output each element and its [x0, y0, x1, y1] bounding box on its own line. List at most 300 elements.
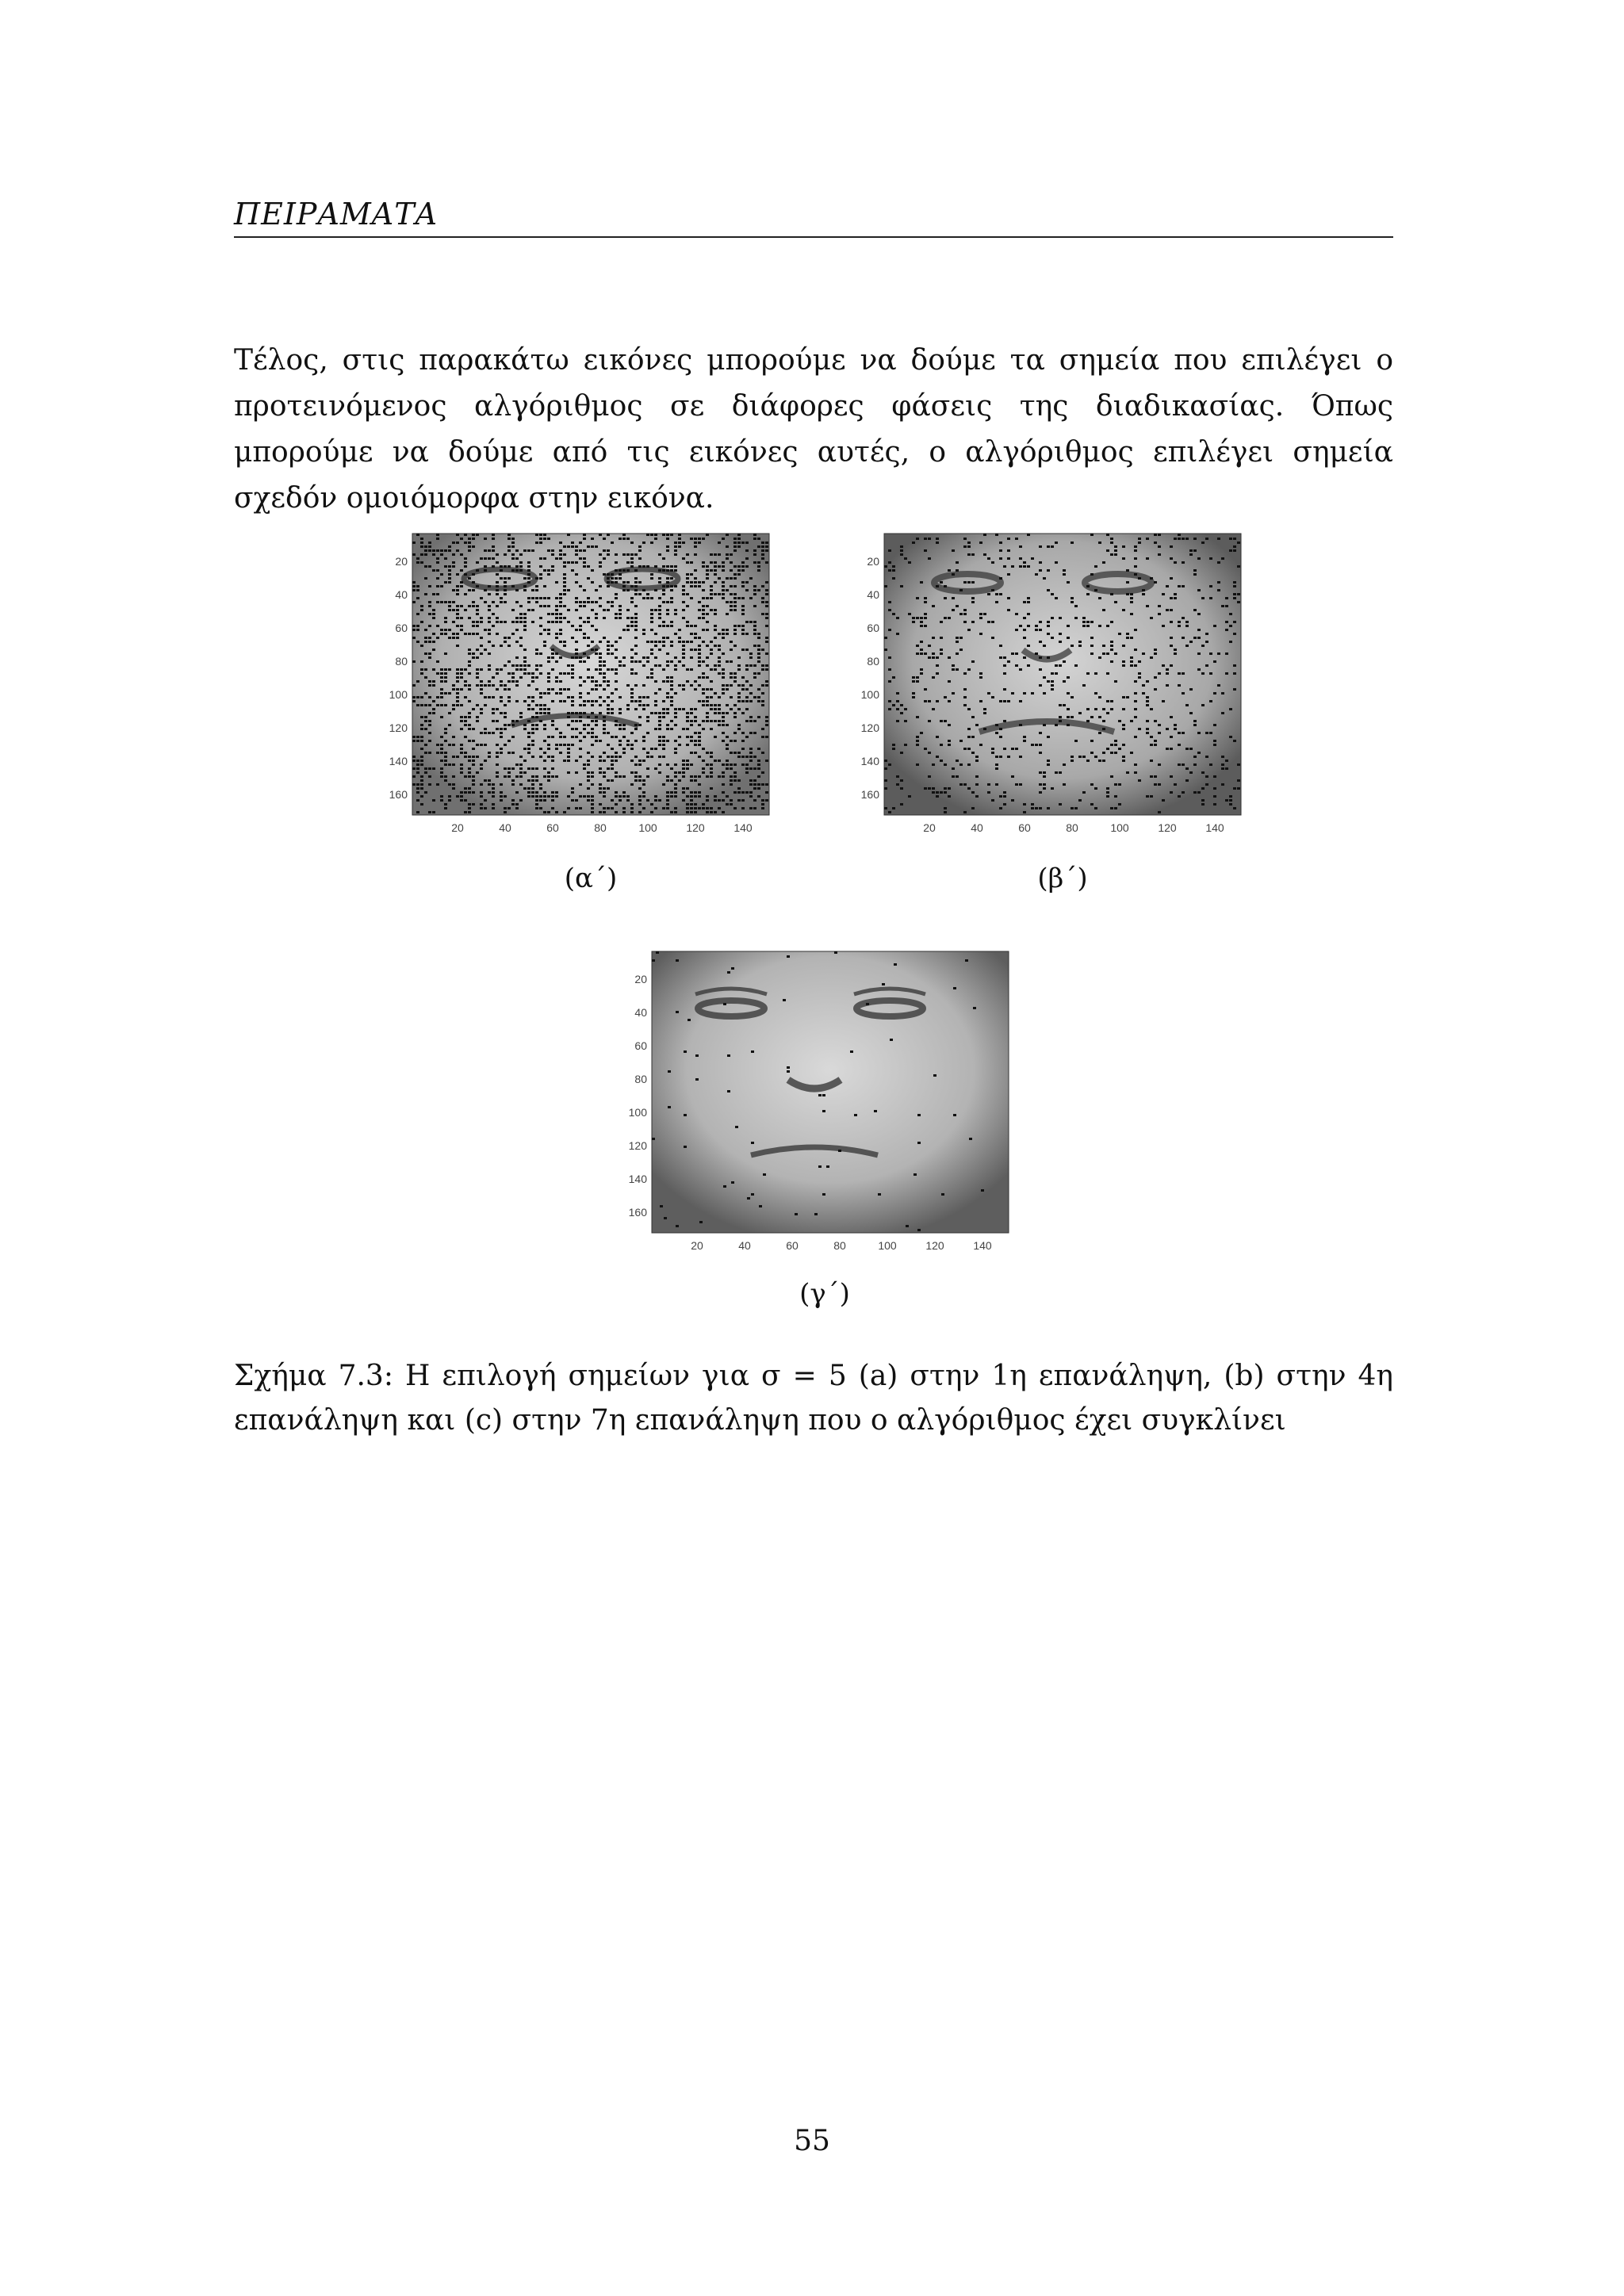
selected-point — [611, 799, 614, 802]
selected-point — [1098, 597, 1101, 599]
selected-point — [678, 660, 681, 663]
selected-point — [444, 549, 447, 552]
selected-point — [924, 538, 927, 540]
selected-point — [737, 791, 741, 794]
selected-point — [733, 577, 737, 580]
selected-point — [492, 795, 495, 798]
selected-point — [1221, 756, 1224, 758]
selected-point — [535, 779, 538, 782]
selected-point — [1122, 724, 1125, 726]
selected-point — [1150, 775, 1153, 778]
selected-point — [1213, 660, 1216, 663]
selected-point — [412, 553, 416, 556]
selected-point — [416, 791, 419, 794]
selected-point — [575, 601, 578, 603]
selected-point — [523, 613, 527, 615]
selected-point — [551, 668, 554, 671]
selected-point — [722, 565, 725, 568]
selected-point — [718, 553, 721, 556]
selected-point — [500, 668, 503, 671]
selected-point — [619, 712, 622, 714]
selected-point — [595, 613, 598, 615]
selected-point — [1189, 748, 1193, 750]
selected-point — [971, 752, 975, 754]
selected-point — [630, 672, 634, 675]
selected-point — [884, 649, 887, 651]
selected-point — [607, 645, 610, 647]
selected-point — [733, 716, 737, 718]
selected-point — [674, 795, 677, 798]
selected-point — [1090, 637, 1094, 639]
selected-point — [928, 656, 931, 659]
selected-point — [480, 652, 483, 655]
selected-point — [731, 967, 734, 970]
selected-point — [987, 593, 990, 595]
selected-point — [1126, 581, 1129, 584]
selected-point — [638, 795, 642, 798]
selected-point — [1055, 597, 1058, 599]
selected-point — [1007, 549, 1010, 552]
selected-point — [1130, 613, 1133, 615]
selected-point — [634, 763, 638, 766]
selected-point — [468, 791, 471, 794]
selected-point — [971, 791, 975, 794]
selected-point — [452, 541, 455, 544]
selected-point — [571, 744, 574, 746]
selected-point — [420, 736, 423, 738]
selected-point — [682, 799, 685, 802]
selected-point — [787, 955, 790, 958]
selected-point — [1170, 716, 1173, 718]
selected-point — [726, 760, 729, 762]
selected-point — [547, 775, 550, 778]
selected-point — [737, 573, 741, 576]
selected-point — [432, 712, 435, 714]
selected-point — [504, 807, 507, 809]
selected-point — [508, 538, 511, 540]
selected-point — [924, 597, 927, 599]
selected-point — [492, 783, 495, 786]
selected-point — [733, 605, 737, 607]
selected-point — [1114, 807, 1117, 809]
selected-point — [472, 545, 475, 548]
x-tick: 100 — [638, 821, 657, 834]
selected-point — [535, 807, 538, 809]
selected-point — [468, 728, 471, 730]
subcaption-b: (β΄) — [1037, 863, 1088, 894]
selected-point — [523, 621, 527, 623]
selected-point — [698, 791, 701, 794]
selected-point — [1090, 534, 1094, 536]
selected-point — [1090, 573, 1094, 576]
selected-point — [1007, 756, 1010, 758]
selected-point — [730, 708, 733, 710]
selected-point — [1221, 605, 1224, 607]
selected-point — [428, 585, 431, 587]
selected-point — [718, 799, 721, 802]
selected-point — [686, 736, 689, 738]
selected-point — [763, 1173, 766, 1176]
selected-point — [745, 708, 749, 710]
selected-point — [587, 787, 590, 790]
selected-point — [953, 987, 956, 989]
selected-point — [1039, 656, 1042, 659]
selected-point — [896, 692, 899, 695]
selected-point — [967, 708, 971, 710]
selected-point — [1122, 708, 1125, 710]
selected-point — [476, 756, 479, 758]
selected-point — [674, 609, 677, 611]
selected-point — [559, 633, 562, 635]
selected-point — [650, 597, 653, 599]
selected-point — [515, 775, 519, 778]
selected-point — [710, 763, 713, 766]
selected-point — [468, 740, 471, 742]
selected-point — [599, 811, 602, 813]
selected-point — [488, 732, 491, 734]
selected-point — [420, 724, 423, 726]
selected-point — [452, 763, 455, 766]
y-tick: 60 — [634, 1039, 647, 1052]
selected-point — [761, 553, 764, 556]
selected-point — [682, 684, 685, 687]
selected-point — [702, 720, 705, 722]
selected-point — [472, 534, 475, 536]
selected-point — [749, 700, 753, 702]
selected-point — [591, 756, 594, 758]
selected-point — [1122, 756, 1125, 758]
selected-point — [658, 625, 661, 627]
selected-point — [504, 775, 507, 778]
selected-point — [504, 581, 507, 584]
selected-point — [1197, 629, 1201, 631]
selected-point — [444, 763, 447, 766]
selected-point — [599, 756, 602, 758]
selected-point — [412, 696, 416, 698]
selected-point — [476, 561, 479, 564]
selected-point — [741, 799, 745, 802]
selected-point — [551, 720, 554, 722]
selected-point — [448, 565, 451, 568]
selected-point — [472, 605, 475, 607]
selected-point — [492, 807, 495, 809]
selected-point — [694, 744, 697, 746]
selected-point — [460, 672, 463, 675]
selected-point — [492, 557, 495, 560]
selected-point — [547, 748, 550, 750]
selected-point — [892, 744, 895, 746]
selected-point — [523, 656, 527, 659]
selected-point — [983, 712, 986, 714]
selected-point — [551, 791, 554, 794]
selected-point — [670, 589, 673, 591]
selected-point — [539, 795, 542, 798]
selected-point — [733, 645, 737, 647]
selected-point — [515, 601, 519, 603]
selected-point — [456, 625, 459, 627]
selected-point — [892, 577, 895, 580]
selected-point — [757, 545, 760, 548]
selected-point — [730, 660, 733, 663]
selected-point — [1043, 724, 1046, 726]
selected-point — [539, 557, 542, 560]
selected-point — [1035, 807, 1038, 809]
selected-point — [543, 605, 546, 607]
selected-point — [603, 732, 606, 734]
selected-point — [432, 668, 435, 671]
selected-point — [563, 585, 566, 587]
selected-point — [535, 589, 538, 591]
selected-point — [1197, 613, 1201, 615]
selected-point — [424, 752, 427, 754]
selected-point — [543, 704, 546, 706]
selected-point — [456, 605, 459, 607]
selected-point — [674, 668, 677, 671]
selected-point — [727, 971, 730, 974]
selected-point — [611, 668, 614, 671]
selected-point — [583, 680, 586, 683]
selected-point — [710, 641, 713, 643]
selected-point — [666, 637, 669, 639]
selected-point — [563, 617, 566, 619]
selected-point — [761, 771, 764, 774]
selected-point — [547, 672, 550, 675]
selected-point — [440, 752, 443, 754]
selected-point — [1114, 652, 1117, 655]
selected-point — [698, 740, 701, 742]
selected-point — [468, 688, 471, 691]
selected-point — [500, 752, 503, 754]
selected-point — [444, 807, 447, 809]
selected-point — [944, 720, 947, 722]
selected-point — [508, 700, 511, 702]
selected-point — [484, 704, 487, 706]
selected-point — [460, 763, 463, 766]
selected-point — [1082, 625, 1086, 627]
selected-point — [492, 787, 495, 790]
selected-point — [440, 716, 443, 718]
selected-point — [484, 744, 487, 746]
selected-point — [710, 553, 713, 556]
selected-point — [1213, 775, 1216, 778]
selected-point — [630, 760, 634, 762]
selected-point — [607, 549, 610, 552]
selected-point — [710, 609, 713, 611]
selected-point — [737, 565, 741, 568]
selected-point — [1051, 672, 1054, 675]
selected-point — [646, 767, 649, 770]
selected-point — [571, 720, 574, 722]
selected-point — [1213, 803, 1216, 806]
selected-point — [468, 771, 471, 774]
selected-point — [472, 783, 475, 786]
selected-point — [765, 581, 768, 584]
selected-point — [670, 645, 673, 647]
selected-point — [690, 720, 693, 722]
selected-point — [900, 787, 903, 790]
selected-point — [956, 561, 959, 564]
selected-point — [757, 561, 760, 564]
selected-point — [515, 668, 519, 671]
selected-point — [676, 959, 679, 962]
selected-point — [1158, 553, 1161, 556]
selected-point — [452, 783, 455, 786]
selected-point — [698, 676, 701, 679]
selected-point — [1174, 561, 1177, 564]
selected-point — [571, 791, 574, 794]
selected-point — [1201, 803, 1205, 806]
selected-point — [698, 585, 701, 587]
selected-point — [599, 652, 602, 655]
selected-point — [611, 760, 614, 762]
selected-point — [496, 585, 499, 587]
selected-point — [991, 637, 994, 639]
selected-point — [944, 585, 947, 587]
selected-point — [706, 700, 709, 702]
selected-point — [468, 775, 471, 778]
selected-point — [519, 767, 523, 770]
selected-point — [751, 1142, 754, 1144]
selected-point — [543, 641, 546, 643]
selected-point — [460, 767, 463, 770]
selected-point — [650, 541, 653, 544]
selected-point — [1047, 763, 1050, 766]
figure-panel-b — [852, 527, 1297, 840]
selected-point — [492, 732, 495, 734]
selected-point — [726, 704, 729, 706]
selected-point — [535, 597, 538, 599]
selected-point — [710, 589, 713, 591]
selected-point — [933, 1074, 936, 1077]
selected-point — [638, 545, 642, 548]
selected-point — [1059, 803, 1062, 806]
selected-point — [464, 609, 467, 611]
selected-point — [654, 565, 657, 568]
selected-point — [1110, 744, 1113, 746]
selected-point — [987, 783, 990, 786]
selected-point — [664, 1217, 667, 1219]
selected-point — [714, 664, 717, 667]
selected-point — [1166, 748, 1169, 750]
selected-point — [527, 577, 530, 580]
selected-point — [726, 577, 729, 580]
selected-point — [543, 791, 546, 794]
selected-point — [765, 652, 768, 655]
selected-point — [866, 1003, 869, 1005]
selected-point — [587, 724, 590, 726]
selected-point — [761, 601, 764, 603]
selected-point — [504, 744, 507, 746]
selected-point — [722, 684, 725, 687]
selected-point — [694, 740, 697, 742]
selected-point — [1082, 756, 1086, 758]
selected-point — [420, 605, 423, 607]
selected-point — [1055, 771, 1058, 774]
selected-point — [444, 803, 447, 806]
selected-point — [416, 613, 419, 615]
selected-point — [1027, 597, 1030, 599]
selected-point — [749, 597, 753, 599]
selected-point — [733, 633, 737, 635]
selected-point — [650, 712, 653, 714]
selected-point — [1027, 625, 1030, 627]
selected-point — [1213, 740, 1216, 742]
selected-point — [638, 779, 642, 782]
selected-point — [678, 629, 681, 631]
selected-point — [611, 601, 614, 603]
selected-point — [1023, 565, 1026, 568]
selected-point — [543, 629, 546, 631]
selected-point — [496, 708, 499, 710]
selected-point — [702, 581, 705, 584]
selected-point — [535, 668, 538, 671]
selected-point — [488, 593, 491, 595]
selected-point — [472, 625, 475, 627]
selected-point — [496, 593, 499, 595]
selected-point — [666, 609, 669, 611]
selected-point — [444, 557, 447, 560]
selected-point — [460, 553, 463, 556]
selected-point — [666, 676, 669, 679]
selected-point — [658, 771, 661, 774]
selected-point — [1055, 541, 1058, 544]
selected-point — [642, 684, 645, 687]
selected-point — [440, 775, 443, 778]
selected-point — [468, 672, 471, 675]
selected-point — [515, 589, 519, 591]
selected-point — [1217, 538, 1220, 540]
selected-point — [741, 629, 745, 631]
selected-point — [761, 613, 764, 615]
selected-point — [559, 641, 562, 643]
selected-point — [492, 613, 495, 615]
selected-point — [749, 752, 753, 754]
selected-point — [1170, 637, 1173, 639]
selected-point — [737, 668, 741, 671]
selected-point — [1134, 664, 1137, 667]
selected-point — [527, 748, 530, 750]
selected-point — [452, 744, 455, 746]
selected-point — [1023, 617, 1026, 619]
selected-point — [508, 660, 511, 663]
selected-point — [634, 775, 638, 778]
selected-point — [940, 791, 943, 794]
selected-point — [420, 740, 423, 742]
selected-point — [761, 803, 764, 806]
selected-point — [668, 1106, 671, 1108]
selected-point — [650, 621, 653, 623]
selected-point — [944, 617, 947, 619]
selected-point — [511, 633, 515, 635]
selected-point — [626, 704, 630, 706]
selected-point — [662, 534, 665, 536]
selected-point — [1158, 613, 1161, 615]
selected-point — [630, 700, 634, 702]
selected-point — [1233, 597, 1236, 599]
selected-point — [452, 609, 455, 611]
selected-point — [611, 712, 614, 714]
selected-point — [1217, 652, 1220, 655]
selected-point — [733, 597, 737, 599]
selected-point — [670, 684, 673, 687]
selected-point — [1071, 597, 1074, 599]
selected-point — [626, 795, 630, 798]
selected-point — [531, 680, 534, 683]
selected-point — [555, 748, 558, 750]
selected-point — [670, 569, 673, 572]
selected-point — [432, 811, 435, 813]
selected-point — [440, 676, 443, 679]
